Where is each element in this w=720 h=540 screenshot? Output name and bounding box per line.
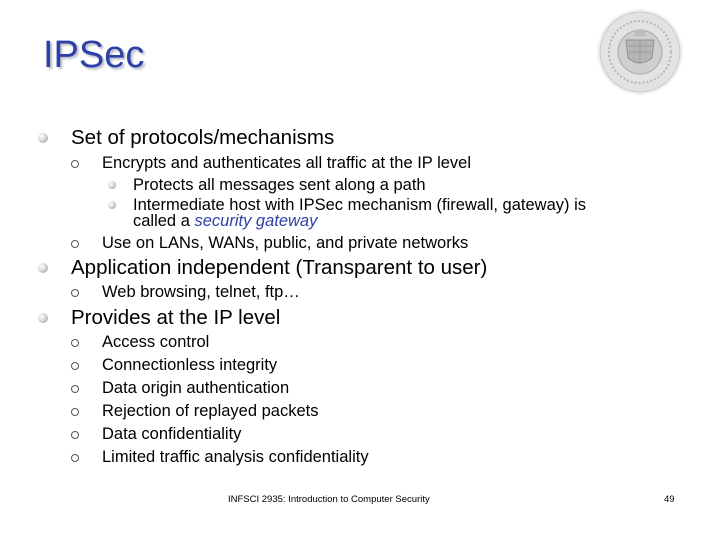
bullet-text: Data confidentiality <box>102 424 242 443</box>
bullet-text: Set of protocols/mechanisms <box>71 126 335 149</box>
bullet-text: Provides at the IP level <box>71 305 281 329</box>
bullet-level2 <box>38 446 688 469</box>
bullet-text: Connectionless integrity <box>102 355 278 374</box>
slide-title: IPSec <box>43 34 145 76</box>
bullet-text: Protects all messages sent along a path <box>133 175 426 194</box>
bullet-text: Limited traffic analysis confidentiality <box>102 447 369 466</box>
bullet-text: Rejection of replayed packets <box>102 401 319 420</box>
university-seal-icon <box>596 8 684 96</box>
bullet-ring-icon <box>71 454 79 462</box>
footer-text: INFSCI 2935: Introduction to Computer Security <box>228 494 430 505</box>
bullet-ring-icon <box>71 362 79 370</box>
bullet-level1 <box>38 256 688 280</box>
bullet-dot-icon <box>38 133 48 143</box>
bullet-level2 <box>38 234 688 254</box>
bullet-dot-icon <box>108 181 116 189</box>
bullet-dot-icon <box>108 201 116 209</box>
bullet-level2 <box>38 154 688 174</box>
bullet-level2 <box>38 331 688 354</box>
bullet-text: Encrypts and authenticates all traffic at the IP level <box>102 154 472 172</box>
bullet-text: Use on LANs, WANs, public, and private networks <box>102 233 469 252</box>
bullet-ring-icon <box>71 240 79 248</box>
bullet-ring-icon <box>71 339 79 347</box>
bullet-level2 <box>38 283 688 303</box>
bullet-text: Intermediate host with IPSec mechanism (firewall, gateway) is <box>133 195 587 214</box>
page-number: 49 <box>664 494 675 505</box>
bullet-text: Access control <box>102 332 210 351</box>
bullet-ring-icon <box>71 160 79 168</box>
bullet-level2 <box>38 400 688 423</box>
bullet-ring-icon <box>71 385 79 393</box>
bullet-level3 <box>38 197 688 229</box>
bullet-level2 <box>38 423 688 446</box>
emphasis-text: security gateway <box>194 211 318 230</box>
bullet-level2 <box>38 377 688 400</box>
bullet-ring-icon <box>71 408 79 416</box>
bullet-list <box>38 124 688 469</box>
bullet-dot-icon <box>38 313 48 323</box>
bullet-ring-icon <box>71 289 79 297</box>
bullet-text: called a <box>133 211 195 230</box>
bullet-text: Data origin authentication <box>102 378 290 397</box>
bullet-text: Web browsing, telnet, ftp… <box>102 283 300 302</box>
bullet-level2 <box>38 354 688 377</box>
bullet-ring-icon <box>71 431 79 439</box>
bullet-level1 <box>38 306 688 330</box>
bullet-level1 <box>38 126 688 150</box>
bullet-dot-icon <box>38 263 48 273</box>
bullet-text: Application independent (Transparent to user) <box>71 256 488 280</box>
bullet-level3 <box>38 177 688 193</box>
